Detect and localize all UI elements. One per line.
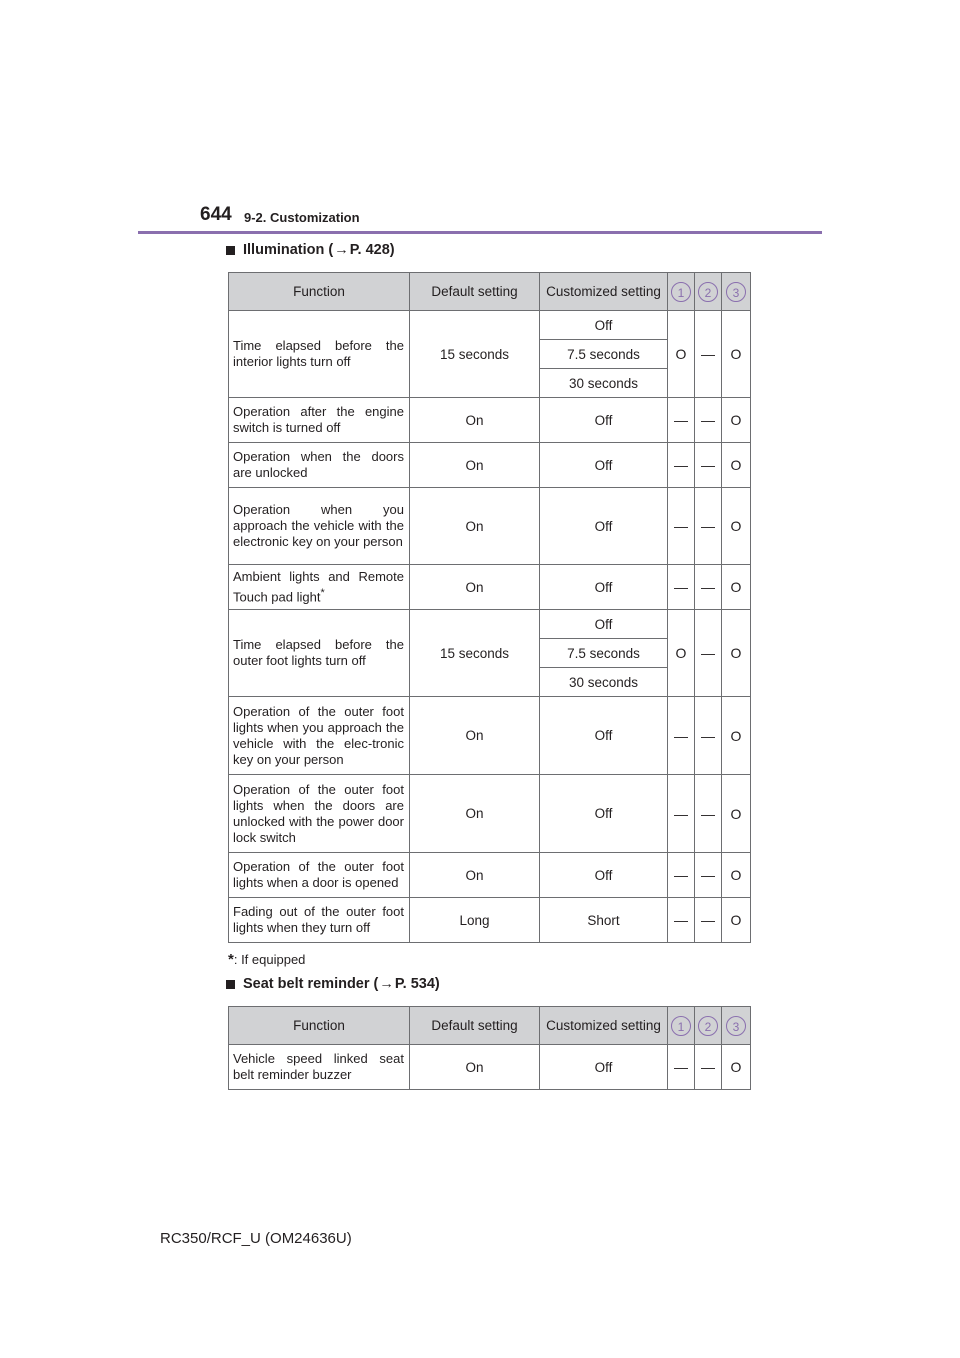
footer-model-code: RC350/RCF_U (OM24636U) [160,1230,352,1247]
header-method-1 [668,273,695,311]
method-1-mark: — [668,853,695,898]
function-cell: Vehicle speed linked seat belt reminder buzzer [229,1045,410,1090]
function-cell [229,565,410,610]
custom-cell: Off [540,443,668,488]
method-2-mark: — [695,398,722,443]
header-customized-setting: Customized setting [540,1007,668,1045]
header-method-2 [695,273,722,311]
method-1-mark: O [668,311,695,398]
custom-option: Off [540,311,668,340]
custom-cell: Short [540,898,668,943]
seatbelt-page-ref[interactable]: P. 534) [394,976,440,992]
bullet-square-icon [226,980,235,989]
right-arrow-icon: → [334,242,349,258]
function-cell: Operation when the doors are unlocked [229,443,410,488]
seatbelt-table [228,1006,751,1090]
circled-2-icon: 2 [698,1016,718,1036]
header-method-2 [695,1007,722,1045]
header-method-3 [722,273,751,311]
seatbelt-heading-text: Seat belt reminder ( [243,976,379,992]
table-header-row [229,273,751,311]
header-method-3 [722,1007,751,1045]
method-2-mark: — [695,775,722,853]
header-function: Function [229,1007,410,1045]
method-3-mark: O [722,898,751,943]
method-1-mark: — [668,443,695,488]
header-method-1 [668,1007,695,1045]
table-row [229,398,751,443]
method-3-mark: O [722,1045,751,1090]
footnote-marker: * [320,587,325,599]
custom-option: 30 seconds [540,369,668,398]
custom-option: 30 seconds [540,668,668,697]
function-cell: Operation after the engine switch is turned off [229,398,410,443]
custom-cell: Off [540,1045,668,1090]
default-cell: On [410,443,540,488]
method-1-mark: — [668,488,695,565]
function-cell: Operation of the outer foot lights when a door is opened [229,853,410,898]
custom-option: 7.5 seconds [540,639,668,668]
header-default-setting: Default setting [410,273,540,311]
method-2-mark: — [695,697,722,775]
method-1-mark: — [668,775,695,853]
method-2-mark: — [695,853,722,898]
illumination-page-ref[interactable]: P. 428) [349,242,395,258]
section-title: 9-2. Customization [244,210,360,225]
table-row [229,775,751,853]
method-3-mark: O [722,610,751,697]
function-cell: Time elapsed before the outer foot lights turn off [229,610,410,697]
table-row [229,443,751,488]
illumination-table [228,272,751,943]
illumination-heading-text: Illumination ( [243,242,334,258]
default-cell: 15 seconds [410,610,540,697]
table-row [229,610,751,639]
method-2-mark: — [695,488,722,565]
default-cell: Long [410,898,540,943]
default-cell: On [410,488,540,565]
default-cell: 15 seconds [410,311,540,398]
table-row [229,853,751,898]
method-2-mark: — [695,898,722,943]
function-cell: Operation of the outer foot lights when the doors are unlocked with the power door lock switch [229,775,410,853]
method-1-mark: — [668,697,695,775]
footnote-asterisk: * [228,951,234,968]
method-3-mark: O [722,697,751,775]
method-3-mark: O [722,398,751,443]
header-function: Function [229,273,410,311]
header-default-setting: Default setting [410,1007,540,1045]
circled-3-icon: 3 [726,1016,746,1036]
table-row [229,488,751,565]
default-cell: On [410,775,540,853]
default-cell: On [410,697,540,775]
method-1-mark: — [668,565,695,610]
method-2-mark: — [695,565,722,610]
bullet-square-icon [226,246,235,255]
custom-cell: Off [540,697,668,775]
table-row [229,565,751,610]
method-3-mark: O [722,853,751,898]
method-2-mark: — [695,1045,722,1090]
seatbelt-heading [226,976,440,992]
method-3-mark: O [722,443,751,488]
table-row [229,898,751,943]
circled-1-icon: 1 [671,1016,691,1036]
function-cell: Time elapsed before the interior lights turn off [229,311,410,398]
method-3-mark: O [722,311,751,398]
function-cell: Fading out of the outer foot lights when they turn off [229,898,410,943]
table-row [229,697,751,775]
right-arrow-icon: → [379,976,394,992]
header-divider [138,231,822,234]
method-1-mark: O [668,610,695,697]
default-cell: On [410,398,540,443]
method-2-mark: — [695,311,722,398]
circled-3-icon: 3 [726,282,746,302]
table-row [229,311,751,340]
default-cell: On [410,565,540,610]
method-3-mark: O [722,488,751,565]
function-cell: Operation when you approach the vehicle with the electronic key on your person [229,488,410,565]
custom-cell: Off [540,398,668,443]
custom-cell: Off [540,775,668,853]
circled-2-icon: 2 [698,282,718,302]
method-3-mark: O [722,775,751,853]
custom-cell: Off [540,565,668,610]
circled-1-icon: 1 [671,282,691,302]
custom-option: 7.5 seconds [540,340,668,369]
method-2-mark: — [695,443,722,488]
custom-option: Off [540,610,668,639]
method-1-mark: — [668,898,695,943]
custom-cell: Off [540,488,668,565]
function-cell: Operation of the outer foot lights when you approach the vehicle with the elec-tronic key on your person [229,697,410,775]
function-text: Ambient lights and Remote Touch pad light [233,569,404,605]
default-cell: On [410,1045,540,1090]
page-number: 644 [200,204,232,225]
method-1-mark: — [668,398,695,443]
footnote [228,951,305,968]
table-row [229,1045,751,1090]
method-1-mark: — [668,1045,695,1090]
custom-cell: Off [540,853,668,898]
default-cell: On [410,853,540,898]
method-2-mark: — [695,610,722,697]
illumination-heading [226,242,395,258]
table-header-row [229,1007,751,1045]
method-3-mark: O [722,565,751,610]
footnote-text: : If equipped [233,952,306,967]
header-customized-setting: Customized setting [540,273,668,311]
